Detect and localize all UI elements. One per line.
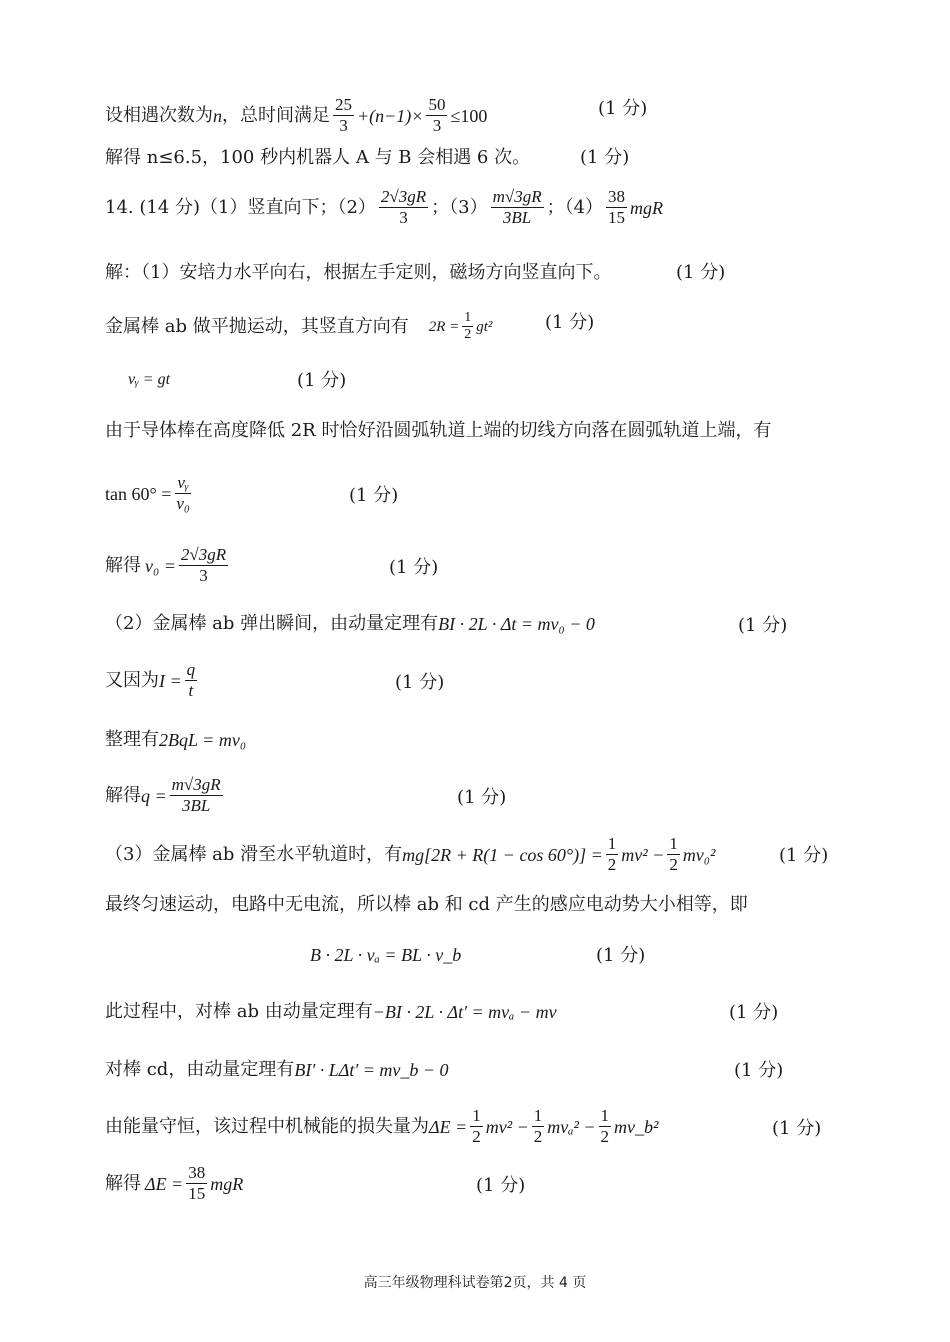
math-expr: v₀ = [145,555,176,576]
score-label: (1 分) [734,1060,784,1081]
math-expr: q = [141,785,167,806]
math-expr: BI′ · LΔt′ = mv_b − 0 [294,1060,449,1080]
score-label: (1 分) [738,615,788,636]
score-label: (1 分) [297,370,347,391]
fraction [185,660,198,701]
math-expr: BI · 2L · Δt = mv₀ − 0 [438,614,595,634]
math-expr: B · 2L · vₐ = BL · v_b [310,945,462,965]
fraction [462,310,473,343]
fraction [491,187,544,228]
line-tan60 [105,473,195,514]
score-label: (1 分) [349,485,399,506]
line-tangent-condition [105,420,771,442]
math-expr: mv₀² [682,844,716,865]
numerator: 38 [188,1163,206,1182]
math-expr: ΔE = [145,1173,184,1194]
fraction [470,1106,483,1147]
math-expr: 2R = [428,318,460,335]
denominator: 3 [432,116,442,135]
score-label: (1 分) [580,147,630,168]
denominator: 15 [188,1184,206,1203]
score-label: (1 分) [729,1002,779,1023]
line-solve-n [105,147,530,169]
text: （2）金属棒 ab 弹出瞬间，由动量定理有 [105,613,439,634]
numerator: q [186,660,196,679]
denominator: 3BL [502,208,532,227]
numerator: 1 [472,1106,481,1125]
text: （3）金属棒 ab 滑至水平轨道时，有 [105,843,403,865]
line-part1-intro [105,262,611,284]
fraction [333,95,354,136]
math-expr: mv² − [621,844,665,865]
text: 整理有 [105,729,159,750]
math-expr: gt² [476,318,493,335]
line-q [105,775,226,816]
denominator: 3 [339,116,348,135]
fraction [606,187,627,228]
math-expr: mv² − [485,1116,529,1137]
math-expr: mvₐ² − [547,1116,596,1137]
fraction [379,187,428,228]
text: 最终匀速运动，电路中无电流，所以棒 ab 和 cd 产生的感应电动势大小相等，即 [105,894,748,915]
numerator: 2√3gR [180,545,227,564]
numerator: 1 [607,834,617,853]
line-current-def [105,660,200,701]
line-impulse-cd [105,1059,449,1081]
math-expr: ΔE = [429,1116,468,1137]
fraction [186,1163,207,1204]
numerator: 25 [335,95,352,114]
denominator: 2 [669,855,678,874]
text: 此过程中，对棒 ab 由动量定理有 [105,1001,373,1022]
score-label: (1 分) [772,1118,822,1139]
denominator: 2 [533,1127,543,1146]
math-expr: I = [159,670,182,691]
denominator: 2 [464,327,472,342]
score-label: (1 分) [476,1175,526,1196]
denominator: t [188,681,194,700]
numerator: 1 [464,310,472,325]
text: 由于导体棒在高度降低 2R 时恰好沿圆弧轨道上端的切线方向落在圆弧轨道上端，有 [105,420,772,441]
denominator: 2 [607,855,617,874]
score-label: (1 分) [598,98,648,119]
line-emf-equal [310,944,461,966]
text: 设相遇次数为 [105,104,213,126]
text: 由能量守恒，该过程中机械能的损失量为 [105,1115,429,1137]
line-rearrange [105,729,246,751]
score-label: (1 分) [457,787,507,808]
text: ；（4） [546,196,604,218]
denominator: 3 [199,566,208,585]
text: 解：（1）安培力水平向右，根据左手定则，磁场方向竖直向下。 [105,262,612,283]
score-label: (1 分) [389,557,439,578]
line-uniform-motion [105,894,748,916]
fraction [599,1106,612,1147]
numerator: 1 [600,1106,610,1125]
fraction [667,834,680,875]
math-expr: mgR [210,1173,244,1194]
fraction [532,1106,545,1147]
denominator: 3 [399,208,408,227]
denominator: 3BL [181,796,211,815]
math-expr: −BI · 2L · Δt′ = mvₐ − mv [372,1002,557,1022]
line-impulse-ab [105,1001,557,1023]
text: 又因为 [105,669,159,691]
denominator: 2 [472,1127,481,1146]
numerator: m√3gR [171,775,221,794]
fraction [170,775,223,816]
text: 对棒 cd，由动量定理有 [105,1059,295,1080]
math-expr: mv_b² [614,1116,659,1137]
line-part3-energy [105,834,715,875]
fraction [606,834,619,875]
math-expr: mgR [630,197,664,218]
score-label: (1 分) [545,312,595,333]
line-final-energy [105,1163,243,1204]
line-v0 [105,545,231,586]
fraction [179,545,228,586]
text: 解得 [105,784,141,806]
text: ；（3） [431,196,488,218]
line-part2-impulse [105,613,595,635]
numerator: 50 [428,95,446,114]
math-expr: ≤100 [450,105,488,126]
math-expr: tan 60° = [105,483,172,504]
text: 14. (14 分)（1）竖直向下；（2） [105,196,376,218]
line-projectile [105,310,492,343]
line-energy-loss [105,1106,658,1147]
numerator: 1 [533,1106,543,1125]
fraction [426,95,447,136]
page-footer: 高三年级物理科试卷第2页，共 4 页 [363,1275,587,1291]
text: 金属棒 ab 做平抛运动，其竖直方向有 [105,315,409,337]
denominator: 15 [608,208,626,227]
text: ，总时间满足 [222,104,330,126]
line-meeting-count [105,95,487,136]
line-q14-answers [105,187,663,228]
text: 解得 n≤6.5，100 秒内机器人 A 与 B 会相遇 6 次。 [105,147,531,168]
numerator: m√3gR [492,187,542,206]
score-label: (1 分) [779,845,829,866]
fraction [174,473,191,514]
numerator: vᵧ [177,473,189,492]
math-var: n [213,105,222,126]
numerator: 38 [608,187,626,206]
score-label: (1 分) [676,262,726,283]
score-label: (1 分) [395,672,445,693]
score-label: (1 分) [596,945,646,966]
numerator: 1 [669,834,678,853]
text: 解得 [105,554,141,576]
denominator: 2 [600,1127,610,1146]
math-expr: mg[2R + R(1 − cos 60°)] = [402,844,603,865]
denominator: v₀ [176,494,190,513]
math-expr: +(n−1)× [357,105,424,126]
math-expr: vᵧ = gt [128,371,171,388]
line-vy [128,369,170,391]
text: 解得 [105,1172,141,1194]
math-expr: 2BqL = mv₀ [159,730,247,750]
numerator: 2√3gR [380,187,427,206]
